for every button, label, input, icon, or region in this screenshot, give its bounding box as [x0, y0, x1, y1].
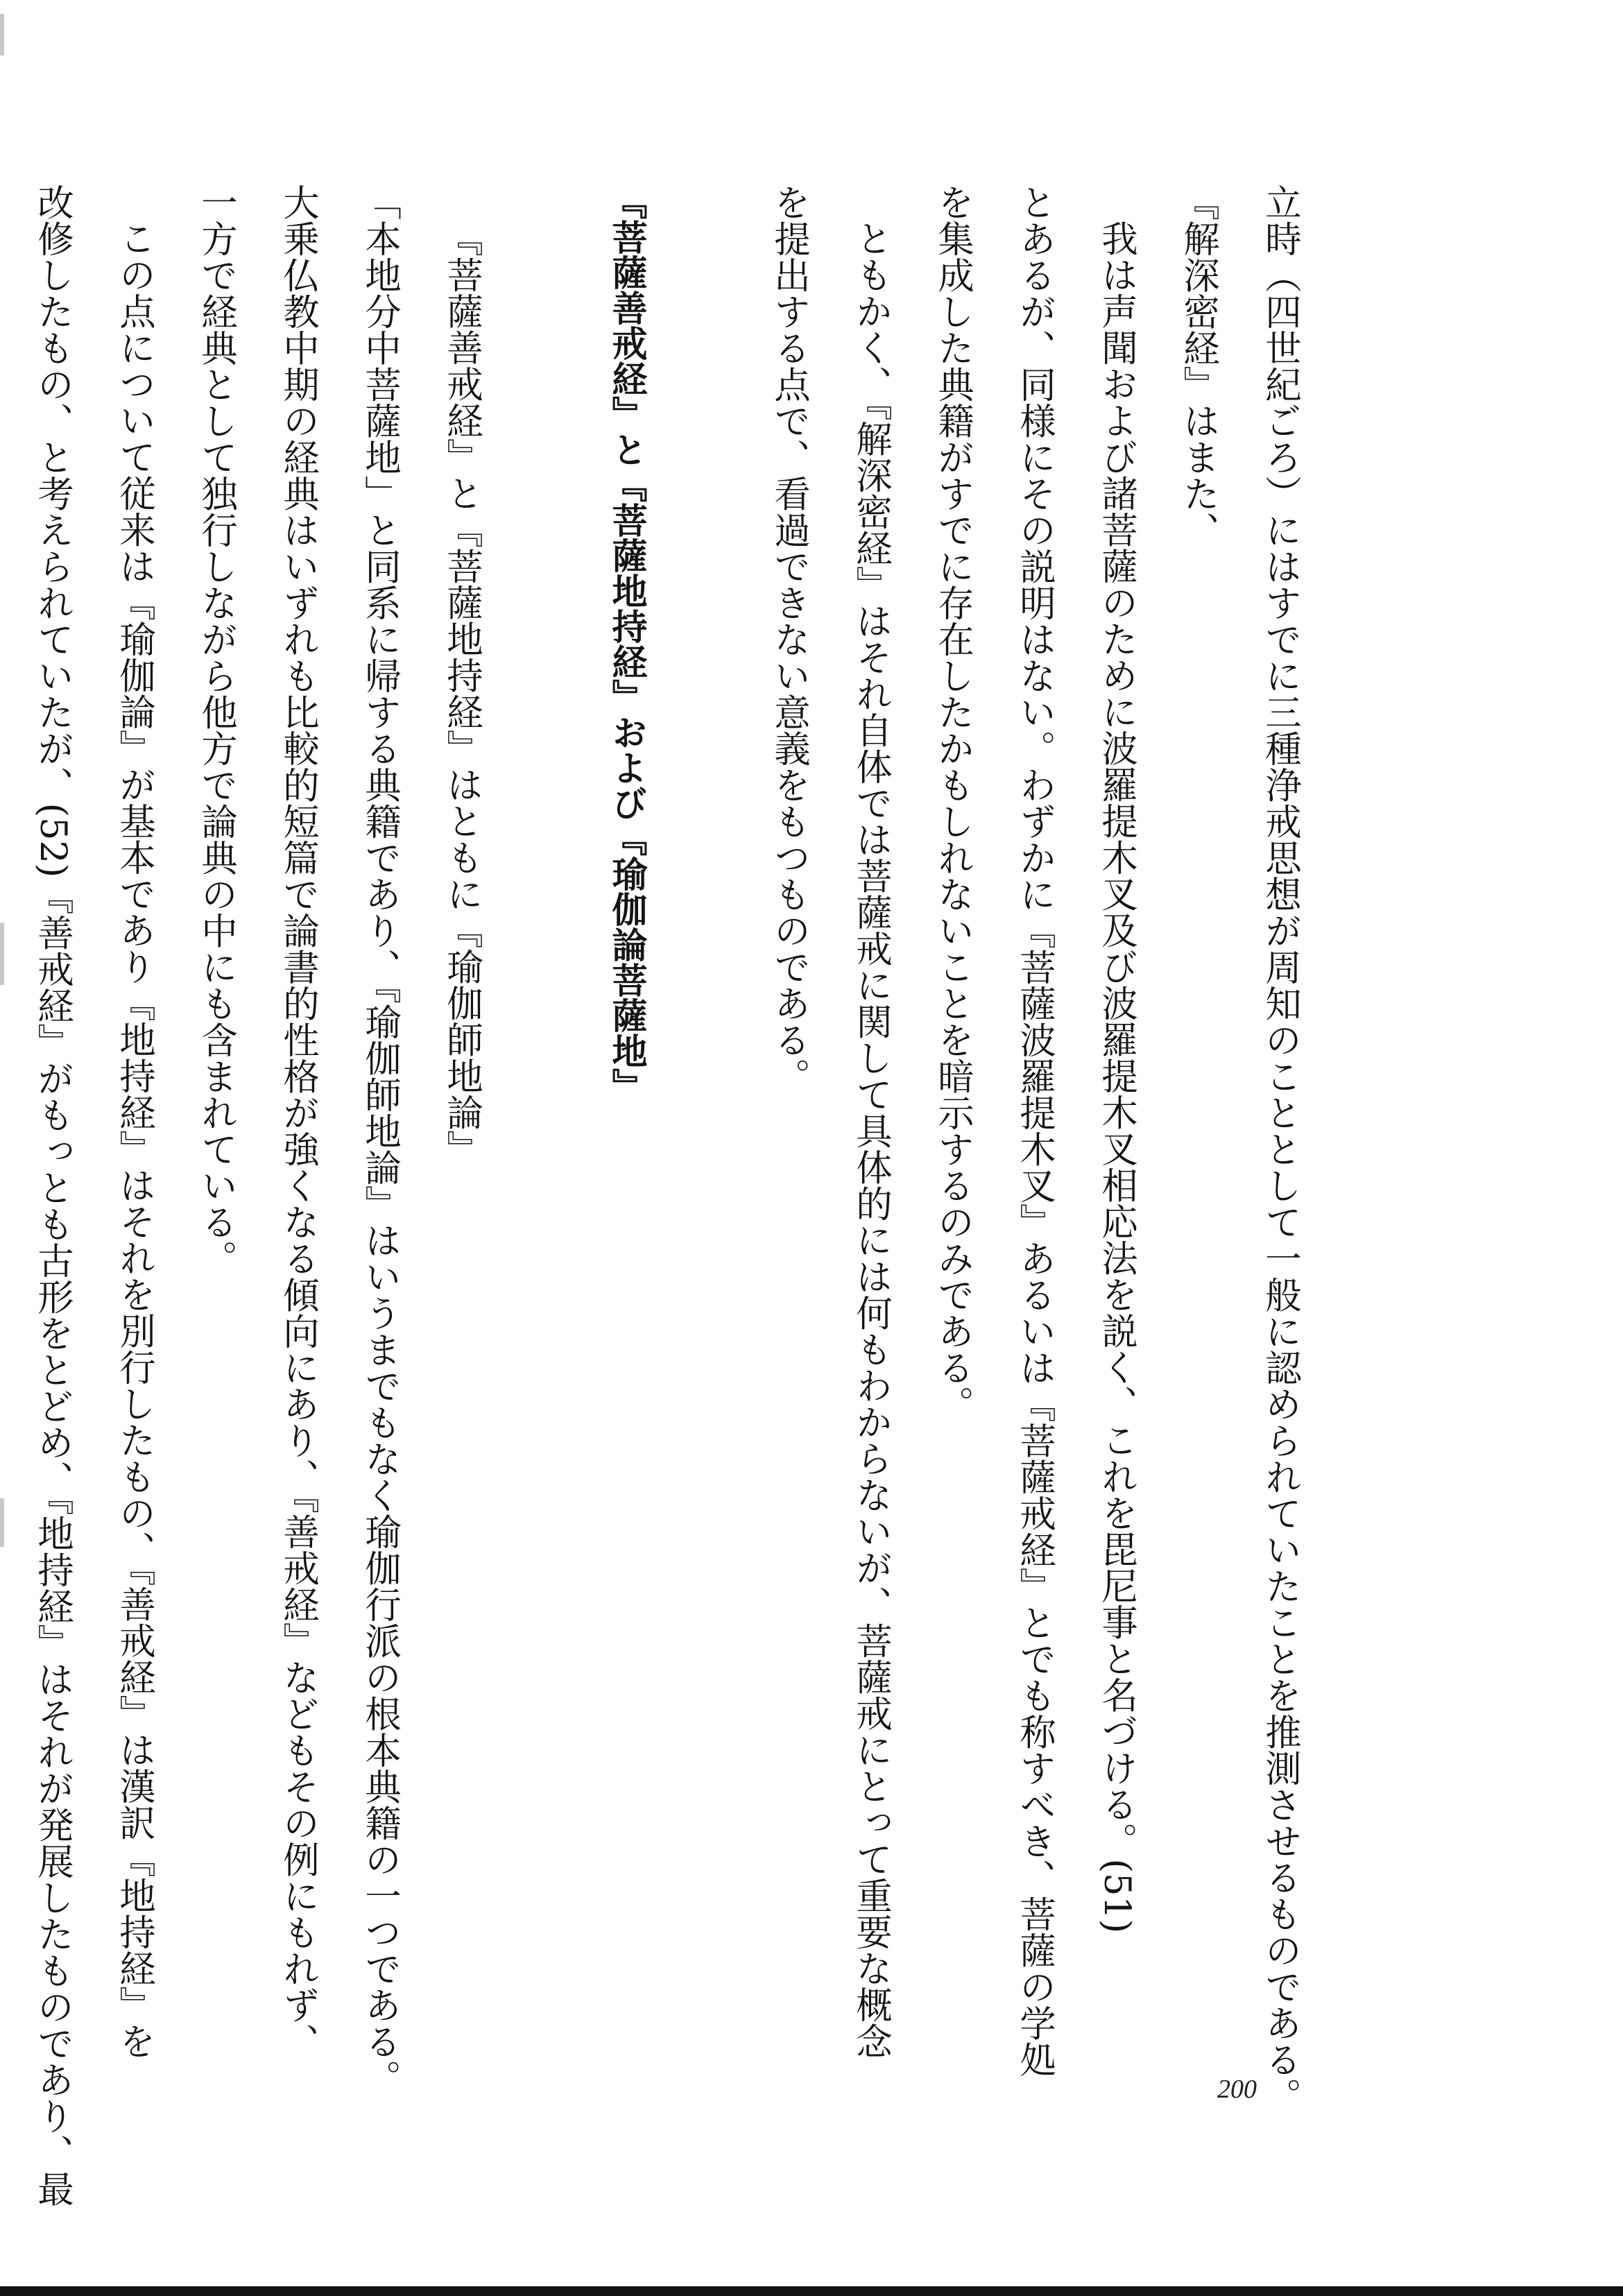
text-line: 『菩薩善戒経』と『菩薩地持経』はともに『瑜伽師地論』	[441, 220, 483, 1167]
text-line: 一方で経典として独行しながら他方で論典の中にも含まれている。	[196, 184, 238, 1276]
quoted-line: 我は声聞および諸菩薩のために波羅提木叉及び波羅提木叉相応法を説く、これを毘尼事と名づける。(51)	[1096, 220, 1138, 1934]
text-line: を提出する点で、看過できない意義をもつものである。	[768, 184, 811, 1095]
page-number: 200	[1217, 2075, 1257, 2104]
text-line: 「本地分中菩薩地」と同系に帰する典籍であり、『瑜伽師地論』はいうまでもなく瑜伽行派の根本典籍の一つである。	[359, 184, 402, 2096]
text-line: ともかく、『解深密経』はそれ自体では菩薩戒に関して具体的には何もわからないが、菩薩戒にとって重要な概念	[850, 220, 893, 2059]
text-line: を集成した典籍がすでに存在したかもしれないことを暗示するのみである。	[932, 184, 974, 1422]
text-line: 大乗仏教中期の経典はいずれも比較的短篇で論書的性格が強くなる傾向にあり、『善戒経』などもその例にもれず、	[277, 184, 320, 2059]
scan-bottom-border	[0, 2286, 1623, 2296]
text-line: 『解深密経』はまた、	[1178, 184, 1220, 548]
text-line: とあるが、同様にその説明はない。わずかに『菩薩波羅提木叉』あるいは『菩薩戒経』とでも称すべき、菩薩の学処	[1014, 184, 1056, 2077]
text-line	[0, 184, 12, 2043]
text-line: 改修したもの、と考えられていたが、(52)『善戒経』がもっとも古形をとどめ、『地持経』はそれが発展したものであり、最	[32, 184, 74, 2207]
text-line: この点について従来は『瑜伽論』が基本であり『地持経』はそれを別行したもの、『善戒経』は漢訳『地持経』を	[114, 220, 156, 2059]
scan-edge-mark	[0, 14, 4, 55]
text-line: 立時（四世紀ごろ）にはすでに三種浄戒思想が周知のこととして一般に認められていたことを推測させるものである。	[1260, 184, 1302, 2114]
section-heading: 『菩薩善戒経』と『菩薩地持経』および『瑜伽論菩薩地』	[606, 184, 646, 1104]
